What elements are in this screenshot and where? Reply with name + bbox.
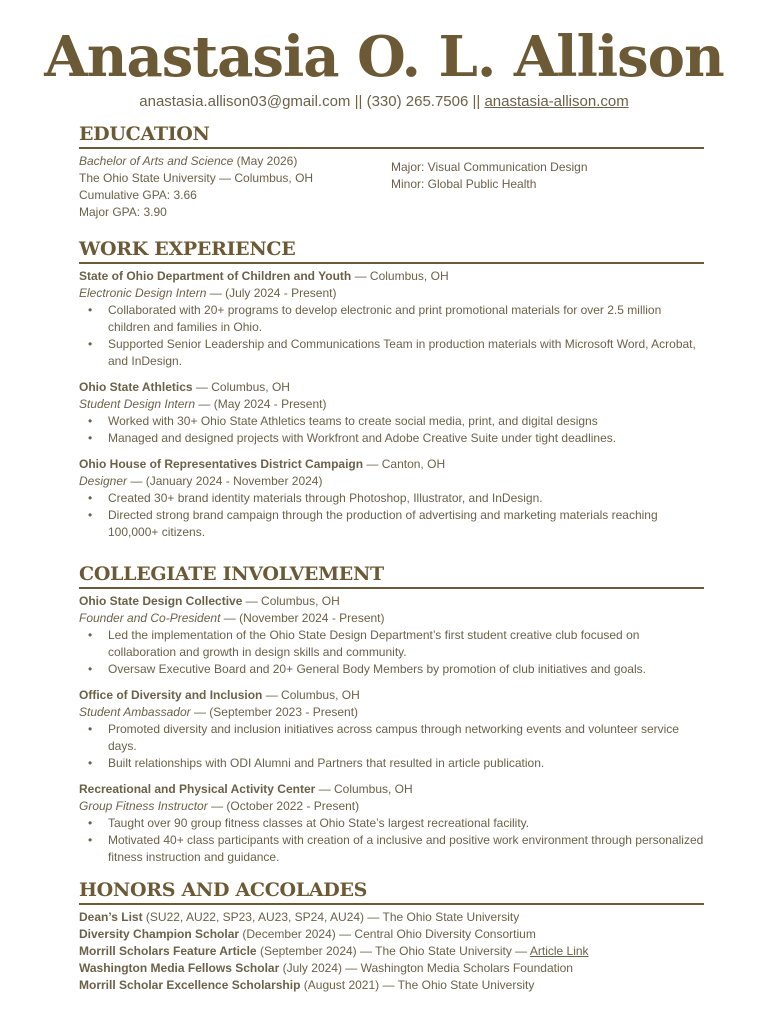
honor-title: Dean’s List bbox=[79, 910, 143, 924]
honor-detail: (July 2024) — Washington Media Scholars Foundation bbox=[282, 961, 573, 975]
entry-role: Group Fitness Instructor bbox=[79, 799, 208, 813]
entry-dates: — (July 2024 - Present) bbox=[209, 286, 337, 300]
work-experience-section bbox=[79, 236, 704, 550]
honor-detail: (SU22, AU22, SP23, AU23, SP24, AU24) — The Ohio State University bbox=[145, 910, 520, 924]
honors-section bbox=[79, 877, 704, 994]
entry-location: — Columbus, OH bbox=[195, 380, 290, 394]
honor-item bbox=[79, 960, 704, 977]
honor-item bbox=[79, 909, 704, 926]
entry-role-line bbox=[79, 798, 704, 815]
entry-bullets bbox=[79, 490, 704, 541]
entry-dates: — (October 2022 - Present) bbox=[211, 799, 360, 813]
email-link[interactable]: anastasia.allison03@gmail.com bbox=[139, 93, 351, 110]
entry-role: Student Design Intern bbox=[79, 397, 196, 411]
honor-item bbox=[79, 943, 704, 960]
honor-title: Diversity Champion Scholar bbox=[79, 927, 240, 941]
entry-org: Recreational and Physical Activity Center bbox=[79, 782, 316, 796]
honor-title: Morrill Scholars Feature Article bbox=[79, 944, 257, 958]
separator: || bbox=[472, 93, 481, 110]
entry-org: Ohio State Athletics bbox=[79, 380, 193, 394]
website-link[interactable]: anastasia-allison.com bbox=[484, 93, 629, 110]
entry-dates: — (May 2024 - Present) bbox=[198, 397, 327, 411]
cumulative-gpa: Cumulative GPA: 3.66 bbox=[79, 188, 197, 202]
degree-name: Bachelor of Arts and Science bbox=[79, 154, 234, 168]
collegiate-involvement-section bbox=[79, 561, 704, 875]
bullet-item: • Worked with 30+ Ohio State Athletics teams to create social media, print, and digital designs bbox=[79, 413, 704, 430]
honor-title: Washington Media Fellows Scholar bbox=[79, 961, 280, 975]
education-left-column bbox=[79, 153, 313, 221]
bullet-item: • Created 30+ brand identity materials through Photoshop, Illustrator, and InDesign. bbox=[79, 490, 704, 507]
entry-dates: — (September 2023 - Present) bbox=[193, 705, 359, 719]
honor-item bbox=[79, 926, 704, 943]
bullet-item: • Managed and designed projects with Workfront and Adobe Creative Suite under tight deadlines. bbox=[79, 430, 704, 447]
entry-role-line bbox=[79, 704, 704, 721]
entry-location: — Columbus, OH bbox=[354, 269, 449, 283]
bullet-item: • Promoted diversity and inclusion initiatives across campus through networking events and volunteer service days. bbox=[79, 721, 704, 755]
bullet-item: • Led the implementation of the Ohio State Design Department’s first student creative club focused on collaboration and growth in design skills and community. bbox=[79, 627, 704, 661]
entry-role: Founder and Co-President bbox=[79, 611, 221, 625]
entry-dates: — (November 2024 - Present) bbox=[223, 611, 385, 625]
honor-item bbox=[79, 977, 704, 994]
honor-title: Morrill Scholar Excellence Scholarship bbox=[79, 978, 301, 992]
entry-org: Ohio State Design Collective bbox=[79, 594, 243, 608]
bullet-item: • Collaborated with 20+ programs to develop electronic and print promotional materials for over 2.5 million children and families in Ohio. bbox=[79, 302, 704, 336]
entry-dates: — (January 2024 - November 2024) bbox=[130, 474, 323, 488]
entry-location: — Canton, OH bbox=[366, 457, 446, 471]
entry-org-line bbox=[79, 781, 704, 798]
entry-org: Ohio House of Representatives District Campaign bbox=[79, 457, 364, 471]
work-entry bbox=[79, 379, 704, 447]
entry-location: — Columbus, OH bbox=[245, 594, 340, 608]
honor-detail: (September 2024) — The Ohio State University — bbox=[259, 944, 528, 958]
honor-detail: (December 2024) — Central Ohio Diversity Consortium bbox=[242, 927, 536, 941]
bullet-item: • Taught over 90 group fitness classes at Ohio State’s largest recreational facility. bbox=[79, 815, 704, 832]
entry-bullets bbox=[79, 721, 704, 772]
entry-role-line bbox=[79, 396, 704, 413]
bullet-item: • Supported Senior Leadership and Communications Team in production materials with Microsoft Word, Acrobat, and InDesign. bbox=[79, 336, 704, 370]
entry-role: Student Ambassador bbox=[79, 705, 191, 719]
entry-role-line bbox=[79, 473, 704, 490]
bullet-item: • Built relationships with ODI Alumni and Partners that resulted in article publication. bbox=[79, 755, 704, 772]
involvement-entry bbox=[79, 781, 704, 866]
entry-bullets bbox=[79, 302, 704, 370]
degree-date: (May 2026) bbox=[236, 154, 298, 168]
bullet-item: • Motivated 40+ class participants with creation of a inclusive and positive work environment through personalized fitness instruction and guidance. bbox=[79, 832, 704, 866]
minor-line: Minor: Global Public Health bbox=[391, 177, 537, 191]
major-gpa: Major GPA: 3.90 bbox=[79, 205, 167, 219]
entry-org-line bbox=[79, 268, 704, 285]
entry-bullets bbox=[79, 815, 704, 866]
article-link[interactable]: Article Link bbox=[529, 944, 589, 958]
applicant-name: Anastasia O. L. Allison bbox=[44, 24, 724, 90]
entry-bullets bbox=[79, 413, 704, 447]
entry-org-line bbox=[79, 379, 704, 396]
entry-org-line bbox=[79, 593, 704, 610]
entry-location: — Columbus, OH bbox=[265, 688, 360, 702]
work-entry bbox=[79, 456, 704, 541]
entry-bullets bbox=[79, 627, 704, 678]
degree-line bbox=[79, 153, 313, 170]
contact-line bbox=[0, 92, 768, 112]
entry-org-line bbox=[79, 456, 704, 473]
phone-number: (330) 265.7506 bbox=[366, 93, 469, 110]
entry-org: State of Ohio Department of Children and Youth bbox=[79, 269, 352, 283]
education-right-column bbox=[391, 159, 588, 193]
education-body bbox=[79, 153, 704, 225]
education-section bbox=[79, 121, 704, 225]
entry-location: — Columbus, OH bbox=[318, 782, 413, 796]
entry-org: Office of Diversity and Inclusion bbox=[79, 688, 263, 702]
involvement-entry bbox=[79, 593, 704, 678]
honor-detail: (August 2021) — The Ohio State University bbox=[303, 978, 535, 992]
bullet-item: • Directed strong brand campaign through the production of advertising and marketing materials reaching 100,000+ citizens. bbox=[79, 507, 704, 541]
entry-role-line bbox=[79, 285, 704, 302]
school-line: The Ohio State University — Columbus, OH bbox=[79, 171, 314, 185]
separator: || bbox=[354, 93, 363, 110]
education-heading: EDUCATION bbox=[79, 121, 704, 149]
honors-heading: HONORS AND ACCOLADES bbox=[79, 877, 704, 905]
entry-role: Electronic Design Intern bbox=[79, 286, 207, 300]
work-entry bbox=[79, 268, 704, 370]
major-line: Major: Visual Communication Design bbox=[391, 160, 588, 174]
bullet-item: • Oversaw Executive Board and 20+ General Body Members by promotion of club initiatives and goals. bbox=[79, 661, 704, 678]
entry-role-line bbox=[79, 610, 704, 627]
involvement-entry bbox=[79, 687, 704, 772]
work-experience-heading: WORK EXPERIENCE bbox=[79, 236, 704, 264]
entry-org-line bbox=[79, 687, 704, 704]
entry-role: Designer bbox=[79, 474, 128, 488]
involvement-heading: COLLEGIATE INVOLVEMENT bbox=[79, 561, 704, 589]
